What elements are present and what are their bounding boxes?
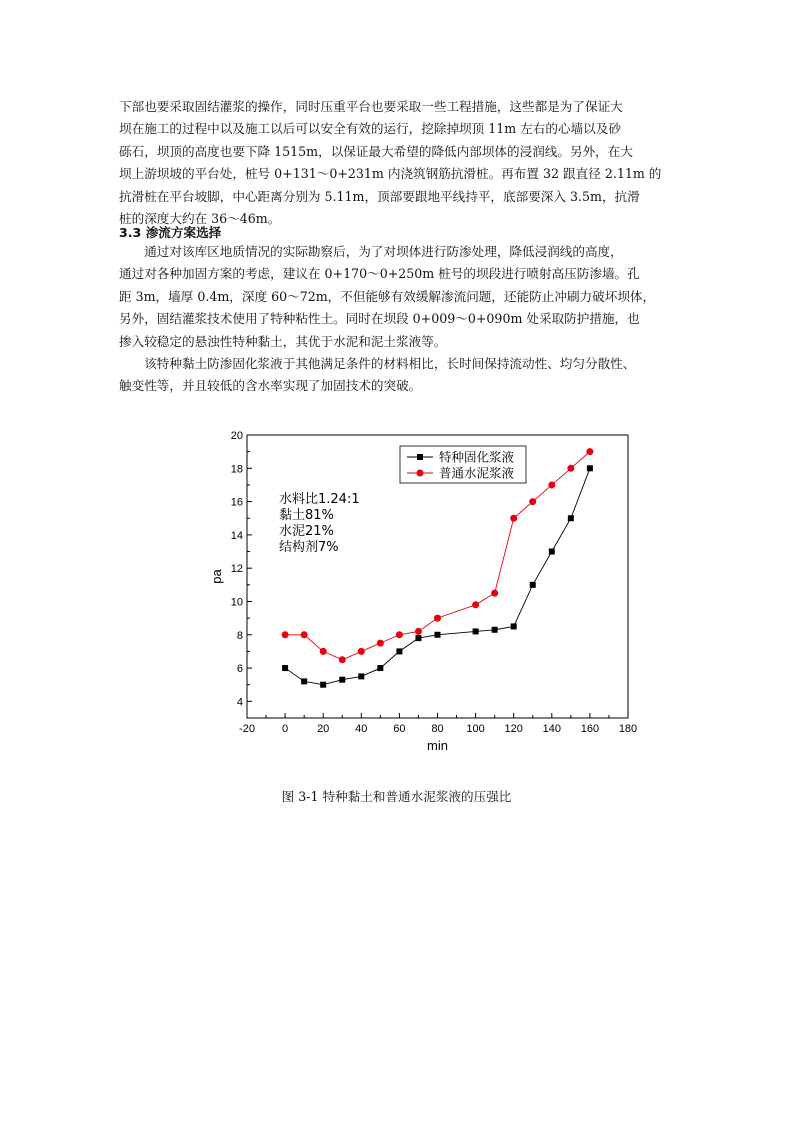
text-line: 砾石，坝顶的高度也要下降 1515m，以保证最大希望的降低内部坝体的浸润线。另外，在大 bbox=[119, 143, 633, 159]
text-line: 触变性等，并且较低的含水率实现了加固技术的突破。 bbox=[119, 378, 422, 394]
section-heading: 3.3 渗流方案选择 bbox=[119, 225, 222, 240]
text-line: 坝上游坝坡的平台处，桩号 0+131～0+231m 内浇筑钢筋抗滑桩。再布置 32 跟直径 2.11m 的 bbox=[119, 166, 662, 182]
text-line: 坝在施工的过程中以及施工以后可以安全有效的运行，挖除掉坝顶 11m 左右的心墙以及砂 bbox=[119, 121, 621, 137]
pressure-ratio-chart bbox=[200, 420, 640, 760]
text-line: 另外，固结灌浆技术使用了特种粘性土。同时在坝段 0+009～0+090m 处采取防护措施，也 bbox=[119, 311, 640, 327]
paragraph-seepage-plan bbox=[119, 241, 675, 353]
annotation-line: 结构剂7% bbox=[279, 540, 339, 555]
x-tick-label: 0 bbox=[282, 723, 289, 735]
y-tick-label: 8 bbox=[236, 629, 243, 642]
y-tick-label: 18 bbox=[230, 463, 243, 476]
data-point bbox=[568, 515, 574, 521]
y-tick-label: 14 bbox=[230, 529, 243, 542]
data-point bbox=[415, 628, 422, 635]
data-point bbox=[472, 601, 479, 608]
data-point bbox=[587, 465, 593, 471]
data-point bbox=[320, 648, 327, 655]
annotation-line: 水料比1.24:1 bbox=[279, 492, 360, 507]
x-tick-label: 120 bbox=[504, 723, 523, 735]
annotation-line: 黏土81% bbox=[279, 508, 334, 523]
data-point bbox=[396, 631, 403, 638]
legend-marker bbox=[417, 454, 423, 460]
data-point bbox=[473, 628, 479, 634]
x-tick-label: 100 bbox=[466, 723, 485, 735]
data-point bbox=[435, 632, 441, 638]
legend-marker bbox=[417, 470, 424, 477]
chart-legend bbox=[400, 446, 526, 483]
data-point bbox=[282, 665, 288, 671]
x-tick-label: 40 bbox=[355, 723, 368, 735]
y-tick-label: 16 bbox=[230, 496, 243, 509]
annotation-line: 水泥21% bbox=[279, 524, 334, 539]
data-point bbox=[396, 648, 402, 654]
data-point bbox=[339, 656, 346, 663]
y-tick-label: 20 bbox=[230, 430, 243, 442]
data-point bbox=[548, 481, 555, 488]
x-tick-label: 180 bbox=[618, 723, 638, 735]
text-line: 该特种黏土防渗固化浆液于其他满足条件的材料相比，长时间保持流动性、均匀分散性、 bbox=[119, 356, 636, 371]
data-point bbox=[301, 678, 307, 684]
x-tick-label: 60 bbox=[393, 723, 406, 735]
figure-caption: 图 3-1 特种黏土和普通水泥浆液的压强比 bbox=[281, 789, 512, 804]
text-line: 抗滑桩在平台坡脚，中心距离分别为 5.11m，顶部要跟地平线持平，底部要深入 3.5m，抗滑 bbox=[119, 188, 640, 204]
paragraph-dam-measures bbox=[119, 96, 675, 230]
data-point bbox=[301, 631, 308, 638]
x-tick-label: 160 bbox=[580, 723, 600, 735]
data-point bbox=[492, 627, 498, 633]
text-line: 通过对各种加固方案的考虑，建议在 0+170～0+250m 桩号的坝段进行喷射高压防渗墙。孔 bbox=[119, 266, 640, 282]
data-point bbox=[377, 665, 383, 671]
text-line: 掺入较稳定的悬浊性特种黏土，其优于水泥和泥土浆液等。 bbox=[119, 333, 447, 349]
legend-label: 普通水泥浆液 bbox=[439, 465, 515, 481]
x-axis-label: min bbox=[427, 738, 448, 753]
data-point bbox=[549, 549, 555, 555]
data-point bbox=[358, 673, 364, 679]
legend-label: 特种固化浆液 bbox=[439, 449, 515, 465]
y-axis-label: pa bbox=[209, 569, 224, 584]
data-point bbox=[586, 448, 593, 455]
y-tick-label: 10 bbox=[230, 596, 243, 609]
data-point bbox=[491, 590, 498, 597]
x-tick-label: 140 bbox=[542, 723, 561, 735]
data-point bbox=[377, 640, 384, 647]
y-tick-label: 4 bbox=[236, 696, 243, 709]
data-point bbox=[434, 615, 441, 622]
y-tick-label: 6 bbox=[236, 663, 243, 676]
data-point bbox=[511, 623, 517, 629]
text-line: 距 3m，墙厚 0.4m，深度 60～72m，不但能够有效缓解渗流问题，还能防止冲刷力破坏坝体， bbox=[119, 288, 656, 304]
data-point bbox=[567, 465, 574, 472]
data-point bbox=[415, 635, 421, 641]
data-point bbox=[339, 677, 345, 683]
text-line: 桩的深度大约在 36～46m。 bbox=[119, 211, 281, 227]
text-line: 通过对该库区地质情况的实际勘察后，为了对坝体进行防渗处理，降低浸润线的高度， bbox=[119, 244, 623, 259]
paragraph-clay-grout bbox=[119, 353, 675, 398]
data-point bbox=[530, 582, 536, 588]
x-tick-label: 20 bbox=[317, 723, 330, 735]
data-point bbox=[320, 682, 326, 688]
text-line: 下部也要采取固结灌浆的操作，同时压重平台也要采取一些工程措施，这些都是为了保证大 bbox=[119, 99, 623, 114]
x-tick-label: 80 bbox=[431, 723, 444, 735]
data-point bbox=[510, 515, 517, 522]
data-point bbox=[529, 498, 536, 505]
chart-annotation bbox=[279, 491, 360, 555]
x-tick-label: -20 bbox=[239, 723, 255, 735]
data-point bbox=[282, 631, 289, 638]
y-tick-label: 12 bbox=[230, 563, 243, 576]
data-point bbox=[358, 648, 365, 655]
